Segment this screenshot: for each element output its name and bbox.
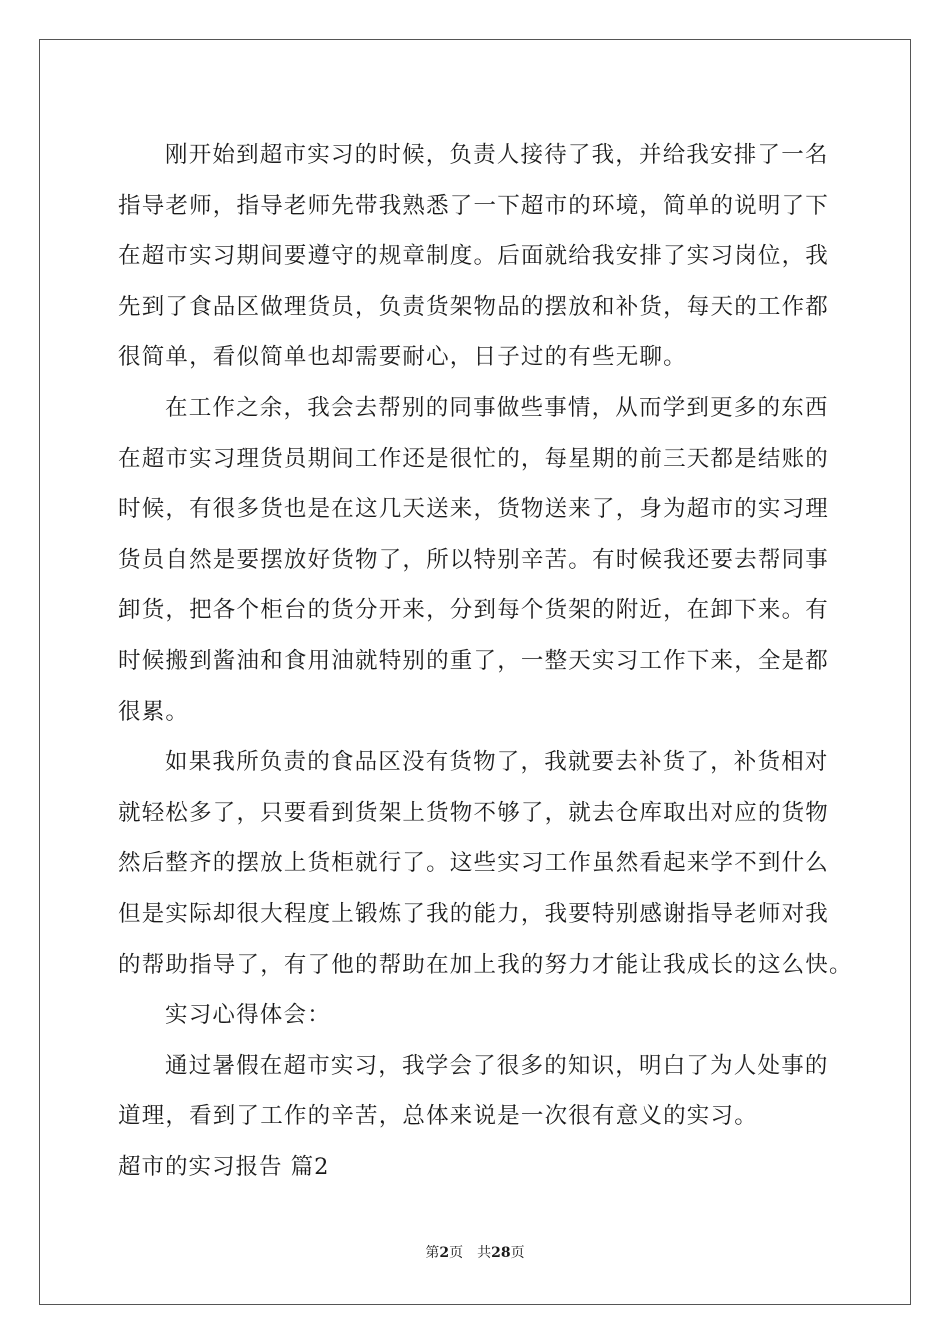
total-unit: 页 [510, 1245, 525, 1261]
text-line: 通过暑假在超市实习，我学会了很多的知识，明白了为人处事的 [165, 1052, 829, 1079]
text-line: 卸货，把各个柜台的货分开来，分到每个货架的附近，在卸下来。有 [118, 597, 830, 624]
text-line: 如果我所负责的食品区没有货物了，我就要去补货了，补货相对 [165, 749, 829, 776]
section-title: 超市的实习报告 篇2 [118, 1153, 330, 1180]
current-page-number: 2 [439, 1245, 450, 1261]
subheading: 实习心得体会： [165, 1002, 331, 1029]
paragraph [118, 383, 858, 737]
paragraph [118, 130, 858, 383]
text-line: 在超市实习期间要遵守的规章制度。后面就给我安排了实习岗位，我 [118, 243, 830, 270]
text-line: 在工作之余，我会去帮别的同事做些事情，从而学到更多的东西 [165, 394, 829, 421]
text-line: 很累。 [118, 698, 190, 725]
paragraph [118, 737, 858, 990]
text-line: 刚开始到超市实习的时候，负责人接待了我，并给我安排了一名 [165, 142, 829, 168]
total-pages-number: 28 [491, 1245, 511, 1261]
text-line: 时候搬到酱油和食用油就特别的重了，一整天实习工作下来，全是都 [118, 647, 830, 674]
text-line: 就轻松多了，只要看到货架上货物不够了，就去仓库取出对应的货物 [118, 799, 830, 826]
total-prefix: 共 [477, 1245, 492, 1261]
text-line: 很简单，看似简单也却需要耐心，日子过的有些无聊。 [118, 344, 687, 371]
text-line: 然后整齐的摆放上货柜就行了。这些实习工作虽然看起来学不到什么 [118, 850, 830, 877]
paragraph [118, 990, 858, 1041]
text-line: 货员自然是要摆放好货物了，所以特别辛苦。有时候我还要去帮同事 [118, 546, 830, 573]
text-line: 时候，有很多货也是在这几天送来，货物送来了，身为超市的实习理 [118, 496, 830, 523]
page-unit: 页 [449, 1245, 464, 1261]
text-line: 先到了食品区做理货员，负责货架物品的摆放和补货，每天的工作都 [118, 293, 830, 320]
page-prefix: 第 [425, 1245, 440, 1261]
document-body [118, 130, 858, 1192]
text-line: 道理，看到了工作的辛苦，总体来说是一次很有意义的实习。 [118, 1103, 758, 1130]
text-line: 指导老师，指导老师先带我熟悉了一下超市的环境，简单的说明了下 [118, 192, 830, 219]
page-footer [0, 1242, 950, 1262]
paragraph [118, 1041, 858, 1142]
text-line: 但是实际却很大程度上锻炼了我的能力，我要特别感谢指导老师对我 [118, 900, 830, 927]
text-line: 的帮助指导了，有了他的帮助在加上我的努力才能让我成长的这么快。 [118, 951, 853, 978]
text-line: 在超市实习理货员期间工作还是很忙的，每星期的前三天都是结账的 [118, 445, 830, 472]
